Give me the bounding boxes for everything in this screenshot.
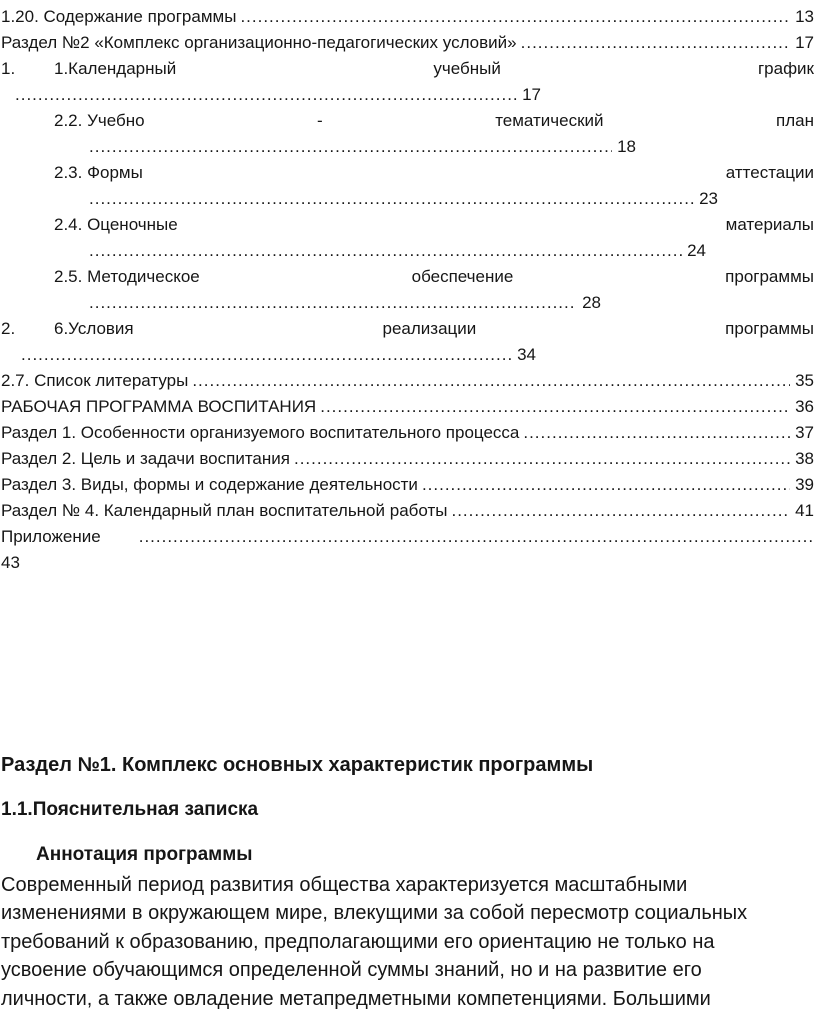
dot-leader xyxy=(89,290,577,316)
toc-word: - xyxy=(317,111,323,130)
dot-leader xyxy=(294,446,790,472)
toc-entry-row xyxy=(1,472,814,498)
toc-word: 2.5. Методическое xyxy=(54,267,200,286)
toc-word: 2.2. Учебно xyxy=(54,111,145,130)
toc-word: программы xyxy=(725,267,814,286)
toc-page-number: 37 xyxy=(795,423,814,442)
toc-page-number: 43 xyxy=(1,553,20,572)
toc-page-number: 17 xyxy=(522,85,541,104)
dot-leader xyxy=(139,524,814,550)
toc-entry-row xyxy=(1,4,814,30)
toc-entry-continuation xyxy=(89,290,601,316)
dot-leader xyxy=(422,472,790,498)
section-body xyxy=(1,752,814,1013)
dot-leader xyxy=(15,82,517,108)
toc-entry-text: Раздел №2 «Комплекс организационно-педагогических условий» xyxy=(1,33,517,52)
toc-word: 2.3. Формы xyxy=(54,163,143,182)
toc-word: реализации xyxy=(382,319,477,338)
toc-word: материалы xyxy=(725,215,814,234)
paragraph-line: личности, а также овладение метапредметными компетенциями. Большими xyxy=(1,987,711,1010)
toc-entry-text xyxy=(54,56,814,82)
toc-page-number: 41 xyxy=(795,501,814,520)
toc-entry-row xyxy=(1,446,814,472)
dot-leader xyxy=(240,4,790,30)
toc-page-number: 18 xyxy=(617,137,636,156)
toc-word: учебный xyxy=(433,59,501,78)
toc-page-number: 34 xyxy=(517,345,536,364)
toc-page-number: 17 xyxy=(795,33,814,52)
toc-entry-row xyxy=(54,160,814,186)
toc-entry-row xyxy=(1,394,814,420)
toc-entry-row xyxy=(1,524,814,550)
paragraph-line: усвоение обучающимся определенной суммы знаний, но и на развитие его xyxy=(1,959,702,982)
toc-entry-text: Раздел 1. Особенности организуемого воспитательного процесса xyxy=(1,423,520,442)
toc-page-number: 38 xyxy=(795,449,814,468)
toc-page-number: 13 xyxy=(795,7,814,26)
toc-page-number: 24 xyxy=(687,241,706,260)
toc-entry-text xyxy=(54,160,814,186)
toc-page-number: 28 xyxy=(582,293,601,312)
toc-entry-text xyxy=(54,264,814,290)
toc-entry-row xyxy=(54,264,814,290)
paragraph-line: Современный период развития общества характеризуется масштабными xyxy=(1,874,688,896)
toc-entry-row xyxy=(1,420,814,446)
toc-entry-row xyxy=(54,212,814,238)
toc-entry-continuation xyxy=(89,238,706,264)
table-of-contents xyxy=(1,4,814,576)
subsection-heading: 1.1.Пояснительная записка xyxy=(1,799,259,820)
toc-entry-text xyxy=(54,316,814,342)
toc-page-number: 36 xyxy=(795,397,814,416)
toc-entry-number: 2. xyxy=(1,319,16,338)
dot-leader xyxy=(320,394,790,420)
toc-entry-continuation xyxy=(89,134,636,160)
toc-entry-row xyxy=(1,56,814,82)
toc-entry-text: 1.20. Содержание программы xyxy=(1,7,237,26)
toc-entry-row xyxy=(1,30,814,56)
toc-word: программы xyxy=(725,319,814,338)
toc-word: обеспечение xyxy=(411,267,514,286)
toc-word: план xyxy=(776,111,814,130)
toc-entry-continuation xyxy=(89,186,718,212)
toc-word: 6.Условия xyxy=(54,319,134,338)
toc-entry-text: Раздел 3. Виды, формы и содержание деятельности xyxy=(1,475,418,494)
toc-entry-continuation xyxy=(15,82,541,108)
section-heading: Раздел №1. Комплекс основных характеристик программы xyxy=(1,754,594,776)
toc-page-number: 23 xyxy=(699,189,718,208)
toc-entry-text xyxy=(54,108,814,134)
toc-entry-row xyxy=(1,498,814,524)
toc-entry-text: Раздел 2. Цель и задачи воспитания xyxy=(1,449,290,468)
body-paragraph xyxy=(1,871,814,1013)
paragraph-line: требований к образованию, предполагающими его ориентацию не только на xyxy=(1,930,715,953)
toc-word: график xyxy=(757,59,814,78)
toc-entry-text: Раздел № 4. Календарный план воспитательной работы xyxy=(1,501,448,520)
toc-word: 2.4. Оценочные xyxy=(54,215,178,234)
toc-entry-continuation xyxy=(21,342,536,368)
toc-entry-number: 1. xyxy=(1,59,16,78)
toc-word: аттестации xyxy=(725,163,814,182)
paragraph-line: изменениями в окружающем мире, влекущими за собой пересмотр социальных xyxy=(1,902,748,925)
dot-leader xyxy=(89,238,682,264)
dot-leader xyxy=(521,30,790,56)
dot-leader xyxy=(523,420,790,446)
toc-entry-row xyxy=(1,316,814,342)
toc-word: тематический xyxy=(495,111,604,130)
toc-entry-continuation xyxy=(1,550,814,576)
dot-leader xyxy=(21,342,512,368)
toc-entry-row xyxy=(54,108,814,134)
dot-leader xyxy=(89,134,612,160)
toc-entry-row xyxy=(1,368,814,394)
toc-word: 1.Календарный xyxy=(54,59,177,78)
toc-page-number: 39 xyxy=(795,475,814,494)
toc-entry-text: 2.7. Список литературы xyxy=(1,371,189,390)
toc-page-number: 35 xyxy=(795,371,814,390)
toc-entry-text: РАБОЧАЯ ПРОГРАММА ВОСПИТАНИЯ xyxy=(1,397,317,416)
dot-leader xyxy=(89,186,694,212)
annotation-heading: Аннотация программы xyxy=(36,844,253,865)
toc-entry-text xyxy=(54,212,814,238)
dot-leader xyxy=(192,368,790,394)
toc-entry-text: Приложение xyxy=(1,527,101,546)
dot-leader xyxy=(451,498,790,524)
